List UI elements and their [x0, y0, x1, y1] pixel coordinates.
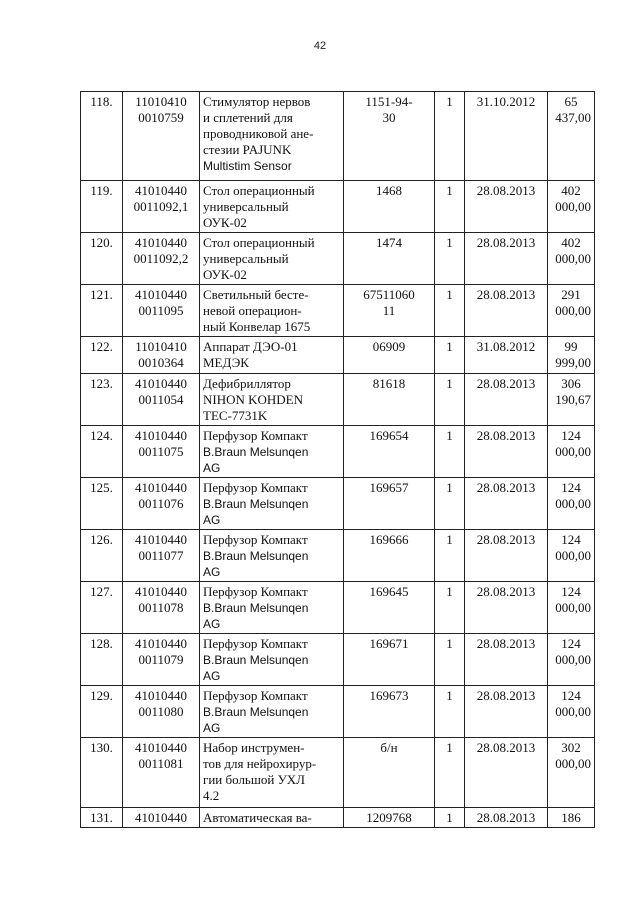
serial-number: 1468	[344, 181, 435, 233]
price: 402 000,00	[548, 181, 595, 233]
table-row	[81, 285, 595, 337]
date: 28.08.2013	[465, 634, 548, 686]
item-name: Набор инструмен- тов для нейрохирур- гии большой УХЛ 4.2	[200, 738, 344, 808]
row-number: 126.	[81, 530, 123, 582]
price: 124 000,00	[548, 582, 595, 634]
item-name: Светильный бесте- невой операцион- ный Конвелар 1675	[200, 285, 344, 337]
inventory-table	[80, 91, 595, 828]
table-row	[81, 738, 595, 808]
row-number: 120.	[81, 233, 123, 285]
price: 291 000,00	[548, 285, 595, 337]
item-name: Аппарат ДЭО-01 МЕДЭК	[200, 337, 344, 374]
quantity: 1	[435, 337, 465, 374]
inventory-number: 41010440 0011079	[123, 634, 200, 686]
item-name: Стол операционный универсальный ОУК-02	[200, 181, 344, 233]
table-row	[81, 686, 595, 738]
price: 124 000,00	[548, 426, 595, 478]
quantity: 1	[435, 738, 465, 808]
row-number: 122.	[81, 337, 123, 374]
inventory-number: 41010440 0011077	[123, 530, 200, 582]
inventory-number: 41010440 0011076	[123, 478, 200, 530]
item-name: Перфузор Компакт B.Braun Melsunqen AG	[200, 582, 344, 634]
date: 28.08.2013	[465, 478, 548, 530]
price: 186	[548, 808, 595, 828]
item-name: Перфузор Компакт B.Braun Melsunqen AG	[200, 530, 344, 582]
page-number: 42	[313, 40, 327, 52]
quantity: 1	[435, 92, 465, 181]
row-number: 125.	[81, 478, 123, 530]
price: 124 000,00	[548, 530, 595, 582]
inventory-number: 11010410 0010364	[123, 337, 200, 374]
row-number: 121.	[81, 285, 123, 337]
table-row	[81, 634, 595, 686]
item-name: Перфузор Компакт B.Braun Melsunqen AG	[200, 478, 344, 530]
row-number: 131.	[81, 808, 123, 828]
row-number: 128.	[81, 634, 123, 686]
quantity: 1	[435, 374, 465, 426]
serial-number: 1474	[344, 233, 435, 285]
price: 124 000,00	[548, 478, 595, 530]
row-number: 129.	[81, 686, 123, 738]
table-row	[81, 582, 595, 634]
serial-number: 169671	[344, 634, 435, 686]
date: 28.08.2013	[465, 686, 548, 738]
serial-number: 169666	[344, 530, 435, 582]
table-row	[81, 181, 595, 233]
serial-number: 81618	[344, 374, 435, 426]
item-name: Перфузор Компакт B.Braun Melsunqen AG	[200, 686, 344, 738]
table-row	[81, 426, 595, 478]
date: 28.08.2013	[465, 181, 548, 233]
item-name: Дефибриллятор NIHON KOHDEN TEC-7731K	[200, 374, 344, 426]
table-row	[81, 92, 595, 181]
item-name: Перфузор Компакт B.Braun Melsunqen AG	[200, 426, 344, 478]
inventory-number: 41010440 0011095	[123, 285, 200, 337]
price: 124 000,00	[548, 686, 595, 738]
item-name: Автоматическая ва-	[200, 808, 344, 828]
table-row	[81, 478, 595, 530]
price: 302 000,00	[548, 738, 595, 808]
inventory-number: 41010440 0011054	[123, 374, 200, 426]
serial-number: 169673	[344, 686, 435, 738]
row-number: 127.	[81, 582, 123, 634]
date: 28.08.2013	[465, 582, 548, 634]
quantity: 1	[435, 285, 465, 337]
quantity: 1	[435, 808, 465, 828]
date: 31.10.2012	[465, 92, 548, 181]
serial-number: 1151-94- 30	[344, 92, 435, 181]
price: 124 000,00	[548, 634, 595, 686]
inventory-number: 41010440 0011092,1	[123, 181, 200, 233]
row-number: 124.	[81, 426, 123, 478]
quantity: 1	[435, 233, 465, 285]
price: 99 999,00	[548, 337, 595, 374]
serial-number: 169654	[344, 426, 435, 478]
date: 28.08.2013	[465, 530, 548, 582]
date: 28.08.2013	[465, 285, 548, 337]
table-row	[81, 337, 595, 374]
date: 28.08.2013	[465, 426, 548, 478]
inventory-number: 11010410 0010759	[123, 92, 200, 181]
inventory-number: 41010440 0011080	[123, 686, 200, 738]
inventory-number: 41010440 0011078	[123, 582, 200, 634]
serial-number: 169657	[344, 478, 435, 530]
table-row	[81, 233, 595, 285]
serial-number: 06909	[344, 337, 435, 374]
item-name: Перфузор Компакт B.Braun Melsunqen AG	[200, 634, 344, 686]
serial-number: 1209768	[344, 808, 435, 828]
date: 28.08.2013	[465, 233, 548, 285]
serial-number: б/н	[344, 738, 435, 808]
date: 31.08.2012	[465, 337, 548, 374]
serial-number: 169645	[344, 582, 435, 634]
quantity: 1	[435, 634, 465, 686]
quantity: 1	[435, 478, 465, 530]
inventory-number: 41010440 0011081	[123, 738, 200, 808]
table-row	[81, 530, 595, 582]
price: 306 190,67	[548, 374, 595, 426]
quantity: 1	[435, 530, 465, 582]
price: 402 000,00	[548, 233, 595, 285]
serial-number: 67511060 11	[344, 285, 435, 337]
row-number: 119.	[81, 181, 123, 233]
row-number: 123.	[81, 374, 123, 426]
date: 28.08.2013	[465, 738, 548, 808]
table-row	[81, 808, 595, 828]
inventory-number: 41010440	[123, 808, 200, 828]
quantity: 1	[435, 181, 465, 233]
inventory-number: 41010440 0011092,2	[123, 233, 200, 285]
date: 28.08.2013	[465, 374, 548, 426]
row-number: 118.	[81, 92, 123, 181]
quantity: 1	[435, 426, 465, 478]
date: 28.08.2013	[465, 808, 548, 828]
table-row	[81, 374, 595, 426]
row-number: 130.	[81, 738, 123, 808]
quantity: 1	[435, 582, 465, 634]
item-name: Стол операционный универсальный ОУК-02	[200, 233, 344, 285]
quantity: 1	[435, 686, 465, 738]
inventory-number: 41010440 0011075	[123, 426, 200, 478]
item-name: Стимулятор нервов и сплетений для проводниковой ане- стезии PAJUNK Multistim Sensor	[200, 92, 344, 181]
price: 65 437,00	[548, 92, 595, 181]
